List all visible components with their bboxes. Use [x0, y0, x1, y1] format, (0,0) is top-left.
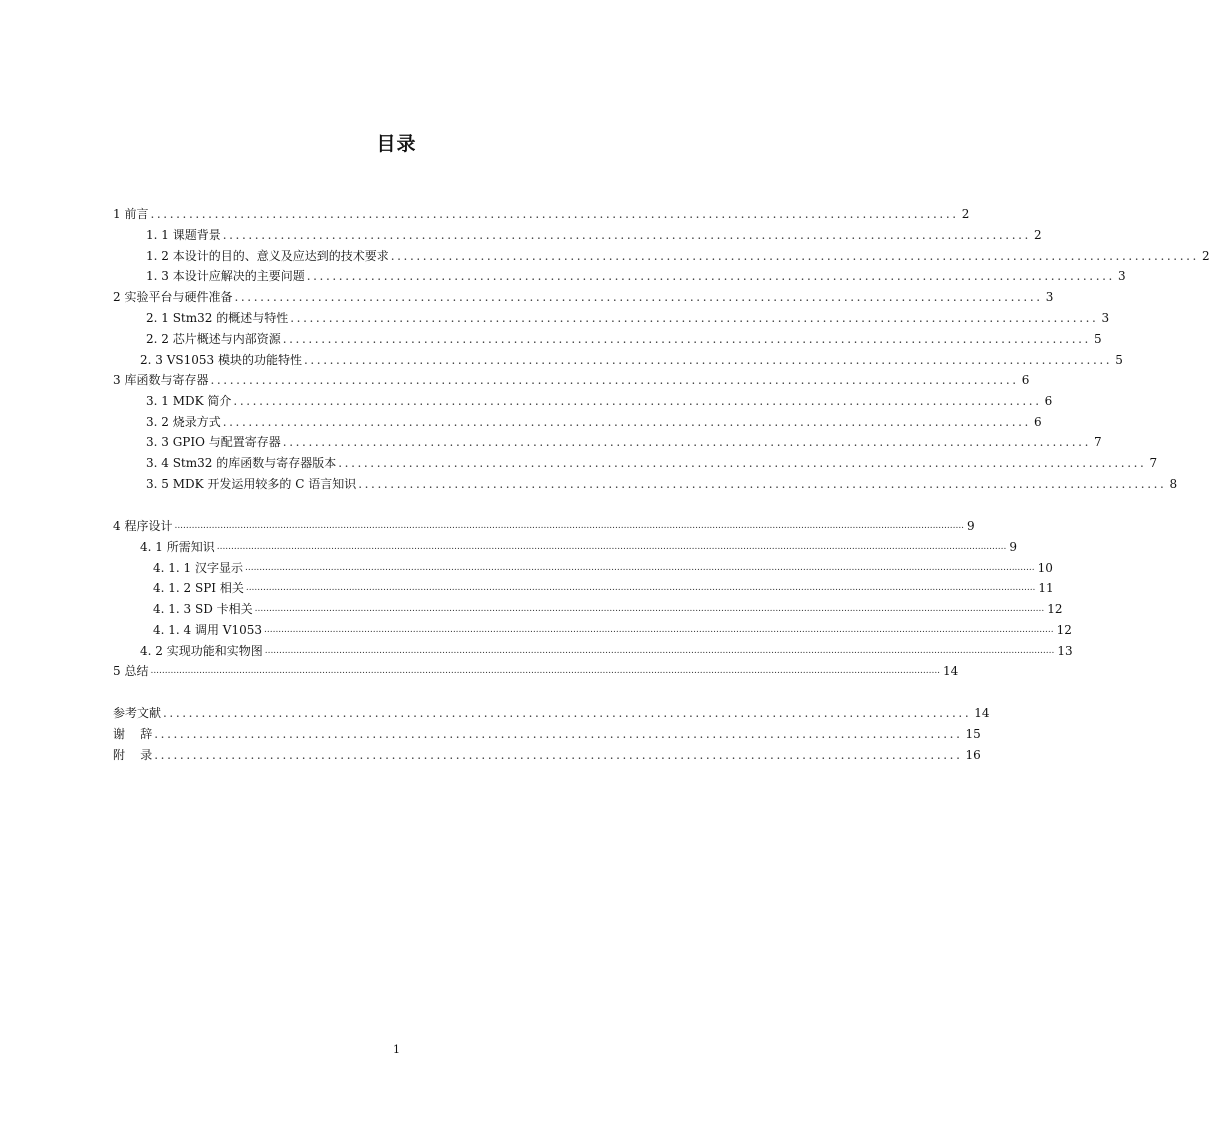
toc-entry-page: 3: [1117, 269, 1126, 283]
toc-entry-label: 1. 3 本设计应解决的主要问题: [146, 269, 305, 283]
toc-entry-2-2[interactable]: [146, 332, 1102, 347]
toc-entry-page: 16: [965, 748, 981, 762]
toc-entry-1[interactable]: [113, 207, 970, 222]
toc-entry-page: 9: [1009, 540, 1017, 554]
toc-entry-4-1[interactable]: [140, 540, 1017, 555]
toc-entry-page: 2: [1201, 249, 1210, 263]
toc-entry-2-3[interactable]: [140, 353, 1123, 368]
toc-entry-page: 12: [1047, 602, 1063, 616]
toc-entry-references[interactable]: [113, 706, 990, 721]
toc-leader: ....................................................................................................................................................................................................................................................................................: [264, 625, 1054, 635]
toc-entry-4-1-1[interactable]: [153, 561, 1053, 576]
toc-leader: ..............................................................................................................................: [282, 332, 1091, 346]
toc-entry-page: 12: [1056, 623, 1072, 637]
toc-entry-3[interactable]: [113, 373, 1030, 388]
toc-entry-page: 5: [1093, 332, 1102, 346]
toc-entry-label: 3. 1 MDK 简介: [146, 394, 232, 408]
toc-leader: ..............................................................................................................................: [306, 269, 1115, 283]
toc-entry-label: 4. 1 所需知识: [140, 540, 215, 554]
toc-entry-page: 15: [965, 727, 981, 741]
toc-entry-page: 9: [967, 519, 975, 533]
toc-entry-label: 1. 2 本设计的目的、意义及应达到的技术要求: [146, 249, 389, 263]
toc-entry-4-1-3[interactable]: [153, 602, 1063, 617]
toc-entry-1-3[interactable]: [146, 269, 1126, 284]
toc-entry-label: 3. 2 烧录方式: [146, 415, 221, 429]
toc-leader: ..............................................................................................................................: [358, 477, 1167, 491]
toc-leader: ..............................................................................................................................: [282, 435, 1092, 449]
toc-entry-3-1[interactable]: [146, 394, 1053, 409]
toc-entry-3-3[interactable]: [146, 435, 1102, 450]
toc-entry-page: 6: [1033, 415, 1042, 429]
toc-leader: ..............................................................................................................................: [234, 290, 1043, 304]
toc-entry-label: 4. 1. 2 SPI 相关: [153, 581, 244, 595]
toc-leader: ..............................................................................................................................: [222, 228, 1031, 242]
toc-entry-label: 2. 1 Stm32 的概述与特性: [146, 311, 289, 325]
toc-entry-label: 1. 1 课题背景: [146, 228, 221, 242]
toc-leader: ..............................................................................................................................: [154, 727, 963, 741]
toc-leader: ..............................................................................................................................: [154, 748, 963, 762]
toc-leader: ..............................................................................................................................: [163, 706, 972, 720]
toc-leader: ....................................................................................................................................................................................................................................................................................: [174, 521, 965, 531]
toc-entry-label: 3. 5 MDK 开发运用较多的 C 语言知识: [146, 477, 357, 491]
toc-entry-label: 3. 4 Stm32 的库函数与寄存器版本: [146, 456, 337, 470]
toc-entry-page: 6: [1044, 394, 1053, 408]
toc-entry-page: 6: [1021, 373, 1030, 387]
toc-entry-4-1-2[interactable]: [153, 581, 1054, 596]
toc-leader: ....................................................................................................................................................................................................................................................................................: [245, 583, 1036, 593]
toc-leader: ..............................................................................................................................: [150, 207, 959, 221]
toc-entry-page: 5: [1115, 353, 1123, 367]
toc-entry-page: 3: [1101, 311, 1110, 325]
toc-leader: ..............................................................................................................................: [303, 353, 1113, 367]
toc-leader: ..............................................................................................................................: [222, 415, 1031, 429]
toc-entry-label: 2. 3 VS1053 模块的功能特性: [140, 353, 302, 367]
toc-entry-page: 7: [1094, 435, 1102, 449]
toc-entry-3-2[interactable]: [146, 415, 1042, 430]
toc-entry-2-1[interactable]: [146, 311, 1110, 326]
toc-entry-page: 13: [1057, 644, 1073, 658]
toc-entry-page: 2: [1033, 228, 1042, 242]
toc-leader: ....................................................................................................................................................................................................................................................................................: [254, 604, 1045, 614]
toc-leader: ..............................................................................................................................: [233, 394, 1042, 408]
page-number: 1: [393, 1043, 400, 1056]
toc-entry-page: 10: [1037, 561, 1053, 575]
toc-entry-label: 谢 辞: [113, 727, 153, 741]
toc-entry-3-5[interactable]: [146, 477, 1178, 492]
toc-entry-label: 2 实验平台与硬件准备: [113, 290, 233, 304]
toc-entry-label: 2. 2 芯片概述与内部资源: [146, 332, 281, 346]
toc-entry-appendix[interactable]: [113, 748, 981, 763]
toc-leader: ..............................................................................................................................: [290, 311, 1099, 325]
toc-entry-label: 参考文献: [113, 706, 162, 720]
toc-entry-label: 1 前言: [113, 207, 149, 221]
toc-entry-page: 8: [1169, 477, 1178, 491]
toc-leader: ....................................................................................................................................................................................................................................................................................: [216, 542, 1007, 552]
toc-entry-5[interactable]: [113, 664, 959, 679]
page-title: 目录: [376, 133, 417, 155]
toc-entry-label: 3. 3 GPIO 与配置寄存器: [146, 435, 281, 449]
toc-entry-1-1[interactable]: [146, 228, 1042, 243]
toc-entry-page: 14: [943, 664, 959, 678]
toc-leader: ..............................................................................................................................: [390, 249, 1199, 263]
toc-entry-4-1-4[interactable]: [153, 623, 1072, 638]
toc-leader: ..............................................................................................................................: [338, 456, 1147, 470]
toc-entry-label: 4. 1. 4 调用 V1053: [153, 623, 262, 637]
toc-entry-3-4[interactable]: [146, 456, 1158, 471]
toc-entry-label: 4. 1. 1 汉字显示: [153, 561, 243, 575]
toc-entry-2[interactable]: [113, 290, 1054, 305]
toc-entry-4-2[interactable]: [140, 644, 1073, 659]
toc-entry-label: 4 程序设计: [113, 519, 173, 533]
toc-entry-label: 3 库函数与寄存器: [113, 373, 209, 387]
toc-entry-4[interactable]: [113, 519, 975, 534]
toc-entry-acknowledgements[interactable]: [113, 727, 981, 742]
toc-entry-label: 4. 2 实现功能和实物图: [140, 644, 263, 658]
toc-entry-label: 5 总结: [113, 664, 149, 678]
toc-entry-page: 3: [1045, 290, 1054, 304]
toc-entry-page: 2: [961, 207, 970, 221]
toc-entry-1-2[interactable]: [146, 249, 1210, 264]
toc-entry-page: 11: [1038, 581, 1054, 595]
toc-entry-label: 4. 1. 3 SD 卡相关: [153, 602, 253, 616]
toc-leader: ..............................................................................................................................: [210, 373, 1019, 387]
toc-leader: ....................................................................................................................................................................................................................................................................................: [244, 563, 1035, 573]
toc-entry-page: 7: [1149, 456, 1158, 470]
toc-entry-page: 14: [974, 706, 990, 720]
toc-leader: ....................................................................................................................................................................................................................................................................................: [264, 646, 1055, 656]
toc-leader: ....................................................................................................................................................................................................................................................................................: [150, 666, 941, 676]
toc-entry-label: 附 录: [113, 748, 153, 762]
